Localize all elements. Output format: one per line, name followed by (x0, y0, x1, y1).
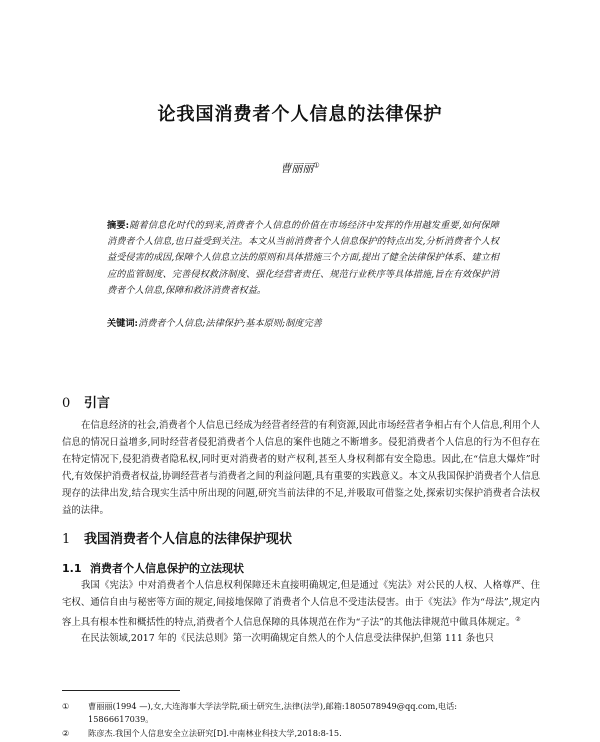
footnote-1-line1: 曹丽丽(1994 —),女,大连海事大学法学院,硕士研究生,法律(法学),邮箱:1805078949@qq.com,电话: (88, 701, 458, 711)
footnote-1 (62, 700, 540, 726)
section-0-title: 引言 (84, 396, 111, 411)
author-note-mark: ① (313, 161, 320, 170)
legislation-text: 我国《宪法》中对消费者个人信息权利保障还未直接明确规定,但是通过《宪法》对公民的人权、人格尊严、住宅权、通信自由与秘密等方面的规定,间接地保障了消费者个人信息不受违法侵害。由于《宪法》作为“母法”,规定内容上具有根本性和概括性的特点,消费者个人信息保障的具体规范在作为“子法”的其他法律规范中做具体规定。 (62, 580, 540, 629)
footnote-2 (62, 727, 540, 740)
footnote-2-line1: 陈彦杰.我国个人信息安全立法研究[D].中南林业科技大学,2018:8-15. (88, 728, 342, 738)
section-1-heading (62, 528, 292, 547)
section-1-1-heading (62, 560, 244, 576)
keywords-label: 关键词: (107, 318, 138, 329)
footnote-2-mark: ② (62, 729, 70, 738)
footnote-divider (62, 690, 180, 691)
keywords-text: 消费者个人信息;法律保护;基本原则;制度完善 (137, 318, 322, 329)
abstract (107, 218, 499, 299)
footnote-1-line2: 15866617039。 (88, 714, 154, 724)
abstract-text: 随着信息化时代的到来,消费者个人信息的价值在市场经济中发挥的作用越发重要,如何保障消费者个人信息,也日益受到关注。本文从当前消费者个人信息保护的特点出发,分析消费者个人权益受侵害的成因,保障个人信息立法的原则和具体措施三个方面,提出了健全法律保护体系、建立相应的监管制度、完善侵权救济制度、强化经营者责任、规范行业秩序等具体措施,旨在有效保护消费者个人信息,保障和救济消费者权益。 (107, 220, 499, 296)
keywords (107, 316, 499, 332)
section-0-heading (62, 392, 110, 411)
footnote-ref-2: ② (515, 616, 521, 624)
civil-law-paragraph: 在民法领域,2017 年的《民法总则》第一次明确规定自然人的个人信息受法律保护,但第 111 条也只 (81, 633, 494, 644)
author-line (0, 160, 600, 176)
author-name: 曹丽丽 (280, 162, 314, 175)
legislation-paragraph (62, 577, 540, 631)
section-1-title: 我国消费者个人信息的法律保护现状 (84, 532, 293, 547)
paper-title: 论我国消费者个人信息的法律保护 (157, 104, 443, 125)
section-1-number: 1 (62, 532, 71, 547)
abstract-label: 摘要: (107, 220, 130, 231)
section-1-1-title: 消费者个人信息保护的立法现状 (90, 562, 244, 575)
intro-paragraph: 在信息经济的社会,消费者个人信息已经成为经营者经营的有利资源,因此市场经营者争相占有个人信息,利用个人信息的情况日益增多,同时经营者侵犯消费者个人信息的案件也随之不断增多。侵犯消费者个人信息的行为不但存在在特定情况下,侵犯消费者隐私权,同时更对消费者的财产权利,甚至人身权利都有安全隐患。因此,在“信息大爆炸”时代,有效保护消费者权益,协调经营者与消费者之间的利益问题,具有重要的实践意义。本文从我国保护消费者个人信息现存的法律出发,结合现实生活中所出现的问题,研究当前法律的不足,并吸取可借鉴之处,探索切实保护消费者合法权益的法律。 (62, 420, 540, 517)
section-1-1-number: 1.1 (62, 562, 82, 575)
section-0-number: 0 (62, 396, 71, 411)
footnote-1-mark: ① (62, 702, 70, 711)
